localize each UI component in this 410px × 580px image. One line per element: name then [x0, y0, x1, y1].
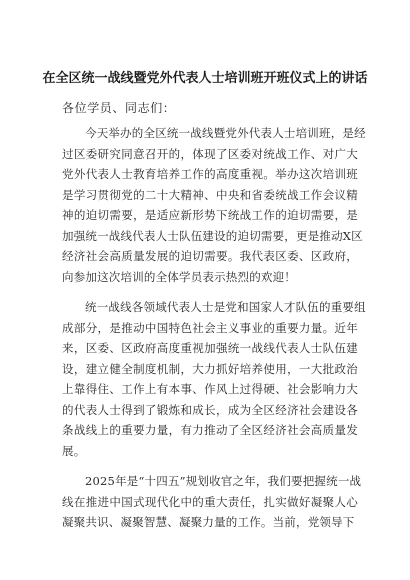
- paragraph-line: 凝聚共识、凝聚智慧、凝聚力量的工作。当前，党领导下: [62, 515, 355, 529]
- paragraph-line: 条战线上的重要力量，有力推动了全区经济社会高质量发: [62, 423, 358, 437]
- paragraph-line: 党外代表人士教育培养工作的高度重视。举办这次培训班: [62, 167, 358, 181]
- salutation: 各位学员、同志们：: [62, 101, 176, 115]
- paragraph-line: 今天举办的全区统一战线暨党外代表人士培训班，是经: [85, 126, 366, 140]
- paragraph-line: 来，区委、区政府高度重视加强统一战线代表人士队伍建: [62, 341, 358, 355]
- paragraph: [62, 471, 362, 533]
- paragraph-line: 设，建立健全制度机制，大力抓好培养使用，一大批政治: [62, 361, 358, 376]
- paragraph: [62, 123, 366, 287]
- paragraph-line: 神的迫切需要，是适应新形势下统战工作的迫切需要，是: [62, 208, 358, 222]
- paragraph-line: 向参加这次培训的全体学员表示热烈的欢迎！: [62, 269, 296, 284]
- paragraph-line: 加强统一战线代表人士队伍建设的迫切需要，更是推动X区: [62, 228, 363, 243]
- paragraph-line: 是学习贯彻党的二十大精神、中央和省委统战工作会议精: [62, 187, 358, 202]
- paragraph-line: 上靠得住、工作上有本事、作风上过得硬、社会影响力大: [62, 382, 358, 396]
- paragraph-line: 2025年是“十四五”规划收官之年，我们要把握统一战: [85, 474, 362, 488]
- paragraph-line: 统一战线各领域代表人士是党和国家人才队伍的重要组: [85, 300, 366, 314]
- paragraph-line: 线在推进中国式现代化中的重大责任，扎实做好凝聚人心: [62, 494, 358, 509]
- paragraph-line: 过区委研究同意召开的，体现了区委对统战工作、对广大: [62, 146, 358, 161]
- paragraph: [62, 297, 366, 461]
- speech-title: 在全区统一战线暨党外代表人士培训班开班仪式上的讲话: [42, 71, 368, 86]
- speech-body: [62, 98, 366, 543]
- paragraph-line: 成部分，是推动中国特色社会主义事业的重要力量。近年: [62, 320, 358, 335]
- paragraph-list: [62, 123, 366, 533]
- paragraph-line: 的代表人士得到了锻炼和成长，成为全区经济社会建设各: [62, 402, 358, 417]
- paragraph-line: 展。: [62, 443, 86, 458]
- paragraph-line: 经济社会高质量发展的迫切需要。我代表区委、区政府，: [62, 249, 358, 263]
